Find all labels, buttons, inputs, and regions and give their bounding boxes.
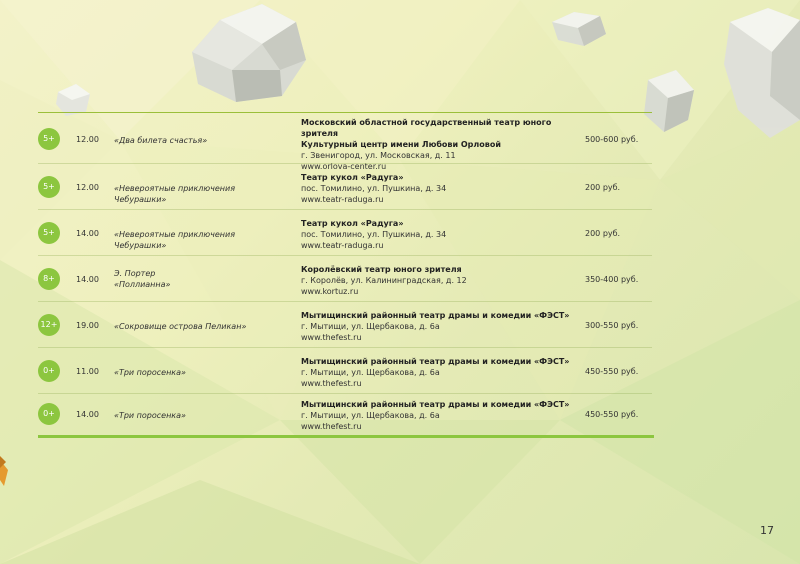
table-row	[38, 256, 652, 302]
ticket-price: 450-550 руб.	[585, 410, 639, 419]
age-badge: 0+	[38, 360, 60, 382]
show-time: 11.00	[76, 367, 99, 376]
venue-address: пос. Томилино, ул. Пушкина, д. 34	[301, 230, 447, 239]
show-title: «Невероятные приключения Чебурашки»	[114, 230, 236, 250]
age-badge: 8+	[38, 268, 60, 290]
table-row	[38, 164, 652, 210]
venue-name: Культурный центр имени Любови Орловой	[301, 140, 501, 149]
show-title: «Невероятные приключения Чебурашки»	[114, 184, 236, 204]
show-time: 19.00	[76, 321, 99, 330]
venue-website[interactable]: www.thefest.ru	[301, 422, 362, 431]
venue-website[interactable]: www.teatr-raduga.ru	[301, 195, 384, 204]
venue-website[interactable]: www.thefest.ru	[301, 333, 362, 342]
ticket-price: 450-550 руб.	[585, 367, 639, 376]
show-time: 14.00	[76, 275, 99, 284]
ticket-price: 300-550 руб.	[585, 321, 639, 330]
age-badge: 0+	[38, 403, 60, 425]
venue-website[interactable]: www.kortuz.ru	[301, 287, 359, 296]
venue-name: Королёвский театр юного зрителя	[301, 265, 462, 274]
venue-address: г. Мытищи, ул. Щербакова, д. 6а	[301, 411, 440, 420]
venue-info	[301, 399, 571, 432]
ticket-price: 350-400 руб.	[585, 275, 639, 284]
ticket-price: 200 руб.	[585, 229, 621, 238]
show-time: 12.00	[76, 183, 99, 192]
show-title: «Три поросенка»	[114, 411, 186, 420]
show-title: «Два билета счастья»	[114, 136, 208, 145]
venue-address: г. Королёв, ул. Калининградская, д. 12	[301, 276, 467, 285]
table-row	[38, 210, 652, 256]
venue-address: г. Мытищи, ул. Щербакова, д. 6а	[301, 368, 440, 377]
venue-address: пос. Томилино, ул. Пушкина, д. 34	[301, 184, 447, 193]
venue-info	[301, 264, 571, 297]
show-time: 14.00	[76, 229, 99, 238]
ticket-price: 200 руб.	[585, 183, 621, 192]
table-bottom-divider	[38, 435, 654, 438]
age-badge: 5+	[38, 222, 60, 244]
venue-info	[301, 218, 571, 251]
table-top-divider	[38, 112, 652, 113]
venue-name: Театр кукол «Радуга»	[301, 219, 404, 228]
venue-website[interactable]: www.teatr-raduga.ru	[301, 241, 384, 250]
show-time: 12.00	[76, 135, 99, 144]
show-title: Э. Портер «Поллианна»	[114, 269, 171, 289]
venue-website[interactable]: www.thefest.ru	[301, 379, 362, 388]
ticket-price: 500-600 руб.	[585, 135, 639, 144]
venue-name: Театр кукол «Радуга»	[301, 173, 404, 182]
venue-info	[301, 310, 571, 343]
age-badge: 5+	[38, 128, 60, 150]
venue-info	[301, 172, 571, 205]
show-title: «Три поросенка»	[114, 368, 186, 377]
table-row	[38, 394, 652, 434]
venue-website[interactable]: www.orlova-center.ru	[301, 162, 387, 171]
age-badge: 5+	[38, 176, 60, 198]
table-row	[38, 302, 652, 348]
page-number: 17	[760, 524, 774, 537]
venue-name: Московский областной государственный театр юного зрителя	[301, 118, 552, 138]
show-time: 14.00	[76, 410, 99, 419]
venue-address: г. Звенигород, ул. Московская, д. 11	[301, 151, 456, 160]
table-row	[38, 114, 652, 171]
venue-name: Мытищинский районный театр драмы и комедии «ФЭСТ»	[301, 400, 570, 409]
venue-address: г. Мытищи, ул. Щербакова, д. 6а	[301, 322, 440, 331]
venue-info	[301, 356, 571, 389]
venue-name: Мытищинский районный театр драмы и комедии «ФЭСТ»	[301, 311, 570, 320]
age-badge: 12+	[38, 314, 60, 336]
show-title: «Сокровище острова Пеликан»	[114, 322, 247, 331]
table-row	[38, 348, 652, 394]
venue-name: Мытищинский районный театр драмы и комедии «ФЭСТ»	[301, 357, 570, 366]
